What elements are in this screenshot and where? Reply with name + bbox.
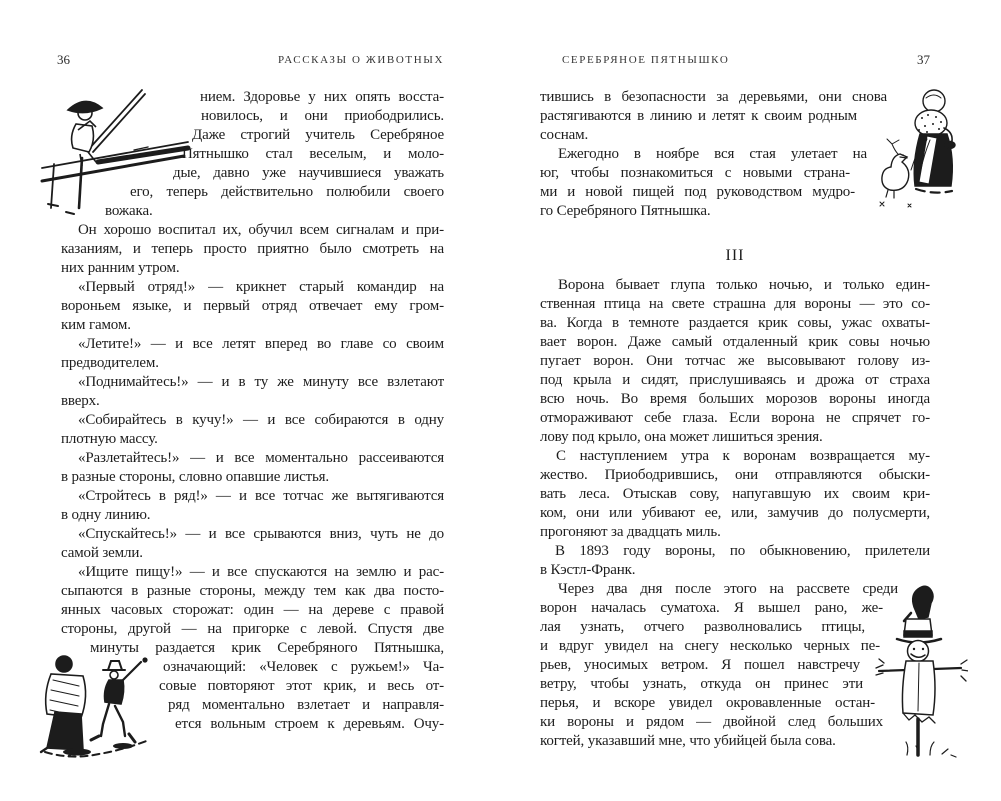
text-line: «Собирайтесь в кучу!» — и все собираются в одну xyxy=(78,412,444,428)
right-page xyxy=(540,0,930,801)
text-line: «Разлетайтесь!» — и все моментально рассеиваются xyxy=(78,450,444,466)
text-line: вожака. xyxy=(105,203,153,219)
text-line: вает ворон. Даже самый отдаленный крик совы ночью xyxy=(540,334,930,350)
right-page-header xyxy=(540,52,930,68)
text-line: ственная птица на свете страшна для вороны — это со- xyxy=(540,296,930,312)
page-number: 37 xyxy=(917,52,930,67)
text-line: Даже строгий учитель Серебряное xyxy=(192,127,444,143)
left-page xyxy=(57,0,444,801)
text-line: перья, и вскоре увидел окровавленные остан- xyxy=(540,695,875,711)
text-line: в разные стороны, словно опавшие листья. xyxy=(61,469,330,485)
text-line: рьев, уносимых ветром. Я пошел навстречу xyxy=(540,657,860,673)
two-people-throwing-stone-illustration xyxy=(37,648,179,760)
text-line: «Поднимайтесь!» — и в ту же минуту все взлетают xyxy=(78,374,444,390)
text-line: ветру, чтобы узнать, откуда он принес эти xyxy=(540,676,863,692)
text-line: ком, они или убивают ее, или, замучив до полусмерти, xyxy=(540,505,930,521)
text-line: «Ищите пищу!» — и все спускаются на землю и рас- xyxy=(78,564,444,580)
text-line: юг, чтобы познакомиться с новыми страна- xyxy=(540,165,850,181)
text-line: ми и новой пищей под руководством мудро- xyxy=(540,184,855,200)
text-line: лая узнать, отчего разволновались птицы, xyxy=(540,619,865,635)
text-line: в Кэстл-Франк. xyxy=(540,562,636,578)
text-line: дые, давно уже научившиеся уважать xyxy=(173,165,444,181)
text-line: минуты раздается крик Серебряного Пятнышка, xyxy=(90,640,444,656)
text-line: Пятнышко стал веселым, и моло- xyxy=(182,146,444,162)
section-heading: III xyxy=(725,247,745,264)
text-line: под крыла и сидят, прислушиваясь и дрожа от страха xyxy=(540,372,930,388)
text-line: плотную массу. xyxy=(61,431,158,447)
text-line: С наступлением утра к воронам возвращается му- xyxy=(556,448,930,464)
text-line: В 1893 году вороны, по обыкновению, прилетели xyxy=(555,543,930,559)
text-line: и вдруг увидел на снегу несколько черных пе- xyxy=(540,638,880,654)
text-line: них ранним утром. xyxy=(61,260,180,276)
text-line: нием. Здоровье у них опять восста- xyxy=(200,89,444,105)
text-line: «Летите!» — и все летят вперед во главе со своим xyxy=(78,336,444,352)
text-line: жество. Приободрившись, они отправляются обыски- xyxy=(540,467,930,483)
text-line: новилось, и они приободрились. xyxy=(201,108,444,124)
text-line: Через два дня после этого на рассвете среди xyxy=(558,581,898,597)
text-line: Ворона бывает глупа только ночью, и только един- xyxy=(558,277,930,293)
text-line: совые повторяют этот крик, и весь от- xyxy=(159,678,444,694)
text-line: когтей, указавший мне, что убийцей была сова. xyxy=(540,733,836,749)
text-line: «Спускайтесь!» — и все срываются вниз, чуть не до xyxy=(78,526,444,542)
running-title: СЕРЕБРЯНОЕ ПЯТНЫШКО xyxy=(562,54,730,66)
text-line: стороны, другой — на пригорке с левой. Спустя две xyxy=(61,621,444,637)
text-line: «Первый отряд!» — крикнет старый командир на xyxy=(78,279,444,295)
text-line: ки вороны и рядом — двойной след больших xyxy=(540,714,883,730)
text-line: ворон началась суматоха. Я вышел рано, же- xyxy=(540,600,883,616)
text-line: сыпаются в разные стороны, между тем как два посто- xyxy=(61,583,444,599)
text-line: отмораживают себе глаза. Если ворона не спрячет го- xyxy=(540,410,930,426)
text-line: предводителем. xyxy=(61,355,159,371)
text-line: прогоняют за двадцать миль. xyxy=(540,524,721,540)
woman-feeding-goose-illustration xyxy=(870,86,970,218)
text-line: ва. Когда в темноте раздается крик совы, ужас охваты- xyxy=(540,315,930,331)
text-line: его, теперь действительно полюбили своего xyxy=(130,184,444,200)
text-line: вверх. xyxy=(61,393,100,409)
text-line: вороньем языке, и первый отряд отвечает ему гром- xyxy=(61,298,444,314)
text-line: самой земли. xyxy=(61,545,143,561)
text-line: означающий: «Человек с ружьем!» Ча- xyxy=(163,659,444,675)
text-line: всю ночь. Во время больших морозов вороны иногда xyxy=(540,391,930,407)
text-line: Ежегодно в ноябре вся стая улетает на xyxy=(558,146,867,162)
text-line: лову под крыло, она может лишиться зрения. xyxy=(540,429,823,445)
page-number: 36 xyxy=(57,52,70,67)
text-line: Он хорошо воспитал их, обучил всем сигналам и при- xyxy=(78,222,444,238)
text-line: го Серебряного Пятнышка. xyxy=(540,203,711,219)
left-page-header xyxy=(57,52,444,68)
text-line: растягиваются в линию и летят к своим родным xyxy=(540,108,857,124)
text-line: вать леса. Отыскав сову, напугавшую их своим кри- xyxy=(540,486,930,502)
text-line: тившись в безопасности за деревьями, они снова xyxy=(540,89,887,105)
text-line: «Стройтесь в ряд!» — и все тотчас же вытягиваются xyxy=(78,488,444,504)
text-line: ряд моментально взлетает и направля- xyxy=(168,697,444,713)
text-line: казаниям, и теперь просто приятно было смотреть на xyxy=(61,241,444,257)
text-line: в одну линию. xyxy=(61,507,151,523)
text-line: пугает ворон. Они тотчас же высовывают голову из- xyxy=(540,353,930,369)
scarecrow-with-crow-illustration xyxy=(873,583,968,763)
text-line: янных часовых сторожат: один — на дереве с правой xyxy=(61,602,444,618)
running-title: РАССКАЗЫ О ЖИВОТНЫХ xyxy=(277,54,444,66)
boy-on-fence-illustration xyxy=(38,84,198,216)
text-line: ким гамом. xyxy=(61,317,131,333)
text-line: ется вольным строем к деревьям. Очу- xyxy=(175,716,444,732)
text-line: соснам. xyxy=(540,127,589,143)
